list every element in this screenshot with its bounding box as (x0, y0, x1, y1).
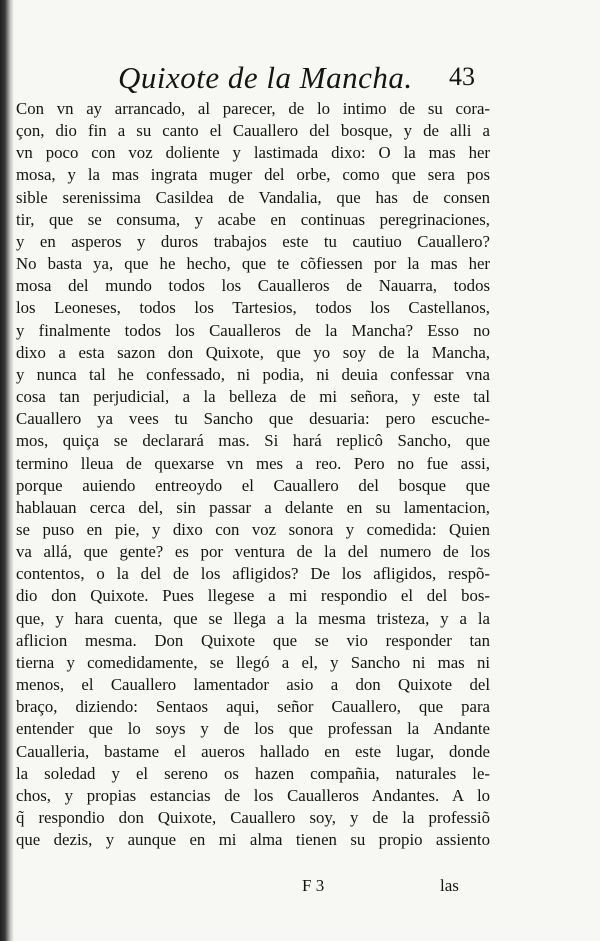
text-line: los Leoneses, todos los Tartesios, todos los Castellanos, (16, 298, 490, 318)
text-line: tierna y comedidamente, se llegó a el, y Sancho ni mas ni (16, 652, 490, 672)
text-line: braço, diziendo: Sentaos aqui, señor Cauallero, que para (16, 697, 490, 717)
page-footer (0, 876, 600, 904)
running-head (0, 58, 600, 98)
text-line: mosa, y la mas ingrata muger del orbe, como que sera pos (16, 165, 490, 185)
text-line: tir, que se consuma, y acabe en continuas peregrinaciones, (16, 209, 490, 229)
running-title: Quixote de la Mancha. (118, 60, 413, 95)
text-line: menos, el Cauallero lamentador asio a don Quixote del (16, 675, 490, 695)
text-line: q̃ respondio don Quixote, Cauallero soy, y de la professiõ (16, 808, 490, 827)
text-line: çon, dio fin a su canto el Cauallero del bosque, y de alli a (16, 121, 490, 141)
text-line: la soledad y el sereno os hazen compañia, naturales le- (16, 763, 490, 783)
text-line: termino lleua de quexarse vn mes a reo. Pero no fue assi, (16, 453, 490, 473)
text-line: porque auiendo entreoydo el Cauallero del bosque que (16, 475, 490, 495)
signature-mark: F 3 (302, 876, 325, 895)
text-line: y finalmente todos los Caualleros de la Mancha? Esso no (16, 320, 490, 340)
body-text (16, 98, 490, 851)
text-line: mosa del mundo todos los Caualleros de Nauarra, todos (16, 276, 490, 296)
text-line: Caualleria, bastame el aueros hallado en este lugar, donde (16, 741, 490, 761)
page-number: 43 (449, 62, 475, 91)
text-line: y nunca tal he confessado, ni podia, ni deuia confessar vna (16, 364, 490, 384)
text-line: y en asperos y duros trabajos este tu cautiuo Cauallero? (16, 231, 490, 251)
text-line: mos, quiça se declarará mas. Si hará replicô Sancho, que (16, 431, 490, 451)
catchword: las (440, 876, 459, 895)
text-line: que, y hara cuenta, que se llega a la mesma tristeza, y a la (16, 608, 490, 628)
text-line: cosa tan perjudicial, a la belleza de mi señora, y este tal (16, 387, 490, 407)
text-line: dixo a esta sazon don Quixote, que yo soy de la Mancha, (16, 342, 490, 362)
text-line: hablauan cerca del, sin passar a delante en su lamentacion, (16, 497, 490, 517)
text-line: vn poco con voz doliente y lastimada dixo: O la mas her (16, 143, 490, 163)
text-line: dio don Quixote. Pues llegese a mi respondio el del bos- (16, 586, 490, 606)
text-line: Con vn ay arrancado, al parecer, de lo intimo de su cora- (16, 99, 490, 118)
text-line: contentos, o la del de los afligidos? De los afligidos, respõ- (16, 564, 490, 584)
text-line: que dezis, y aunque en mi alma tienen su propio assiento (16, 830, 490, 850)
text-line: entender que lo soys y de los que professan la Andante (16, 719, 490, 739)
text-line: va allá, que gente? es por ventura de la del numero de los (16, 542, 490, 562)
text-line: se puso en pie, y dixo con voz sonora y comedida: Quien (16, 519, 490, 539)
text-line: No basta ya, que he hecho, que te cõfiessen por la mas her (16, 254, 490, 274)
page-gutter-shadow (0, 0, 14, 941)
text-line: aflicion mesma. Don Quixote que se vio responder tan (16, 630, 490, 650)
text-line: sible serenissima Casildea de Vandalia, que has de consen (16, 187, 490, 207)
text-line: Cauallero ya vees tu Sancho que desuaria: pero escuche- (16, 409, 490, 429)
text-line: chos, y propias estancias de los Caualleros Andantes. A lo (16, 785, 490, 805)
